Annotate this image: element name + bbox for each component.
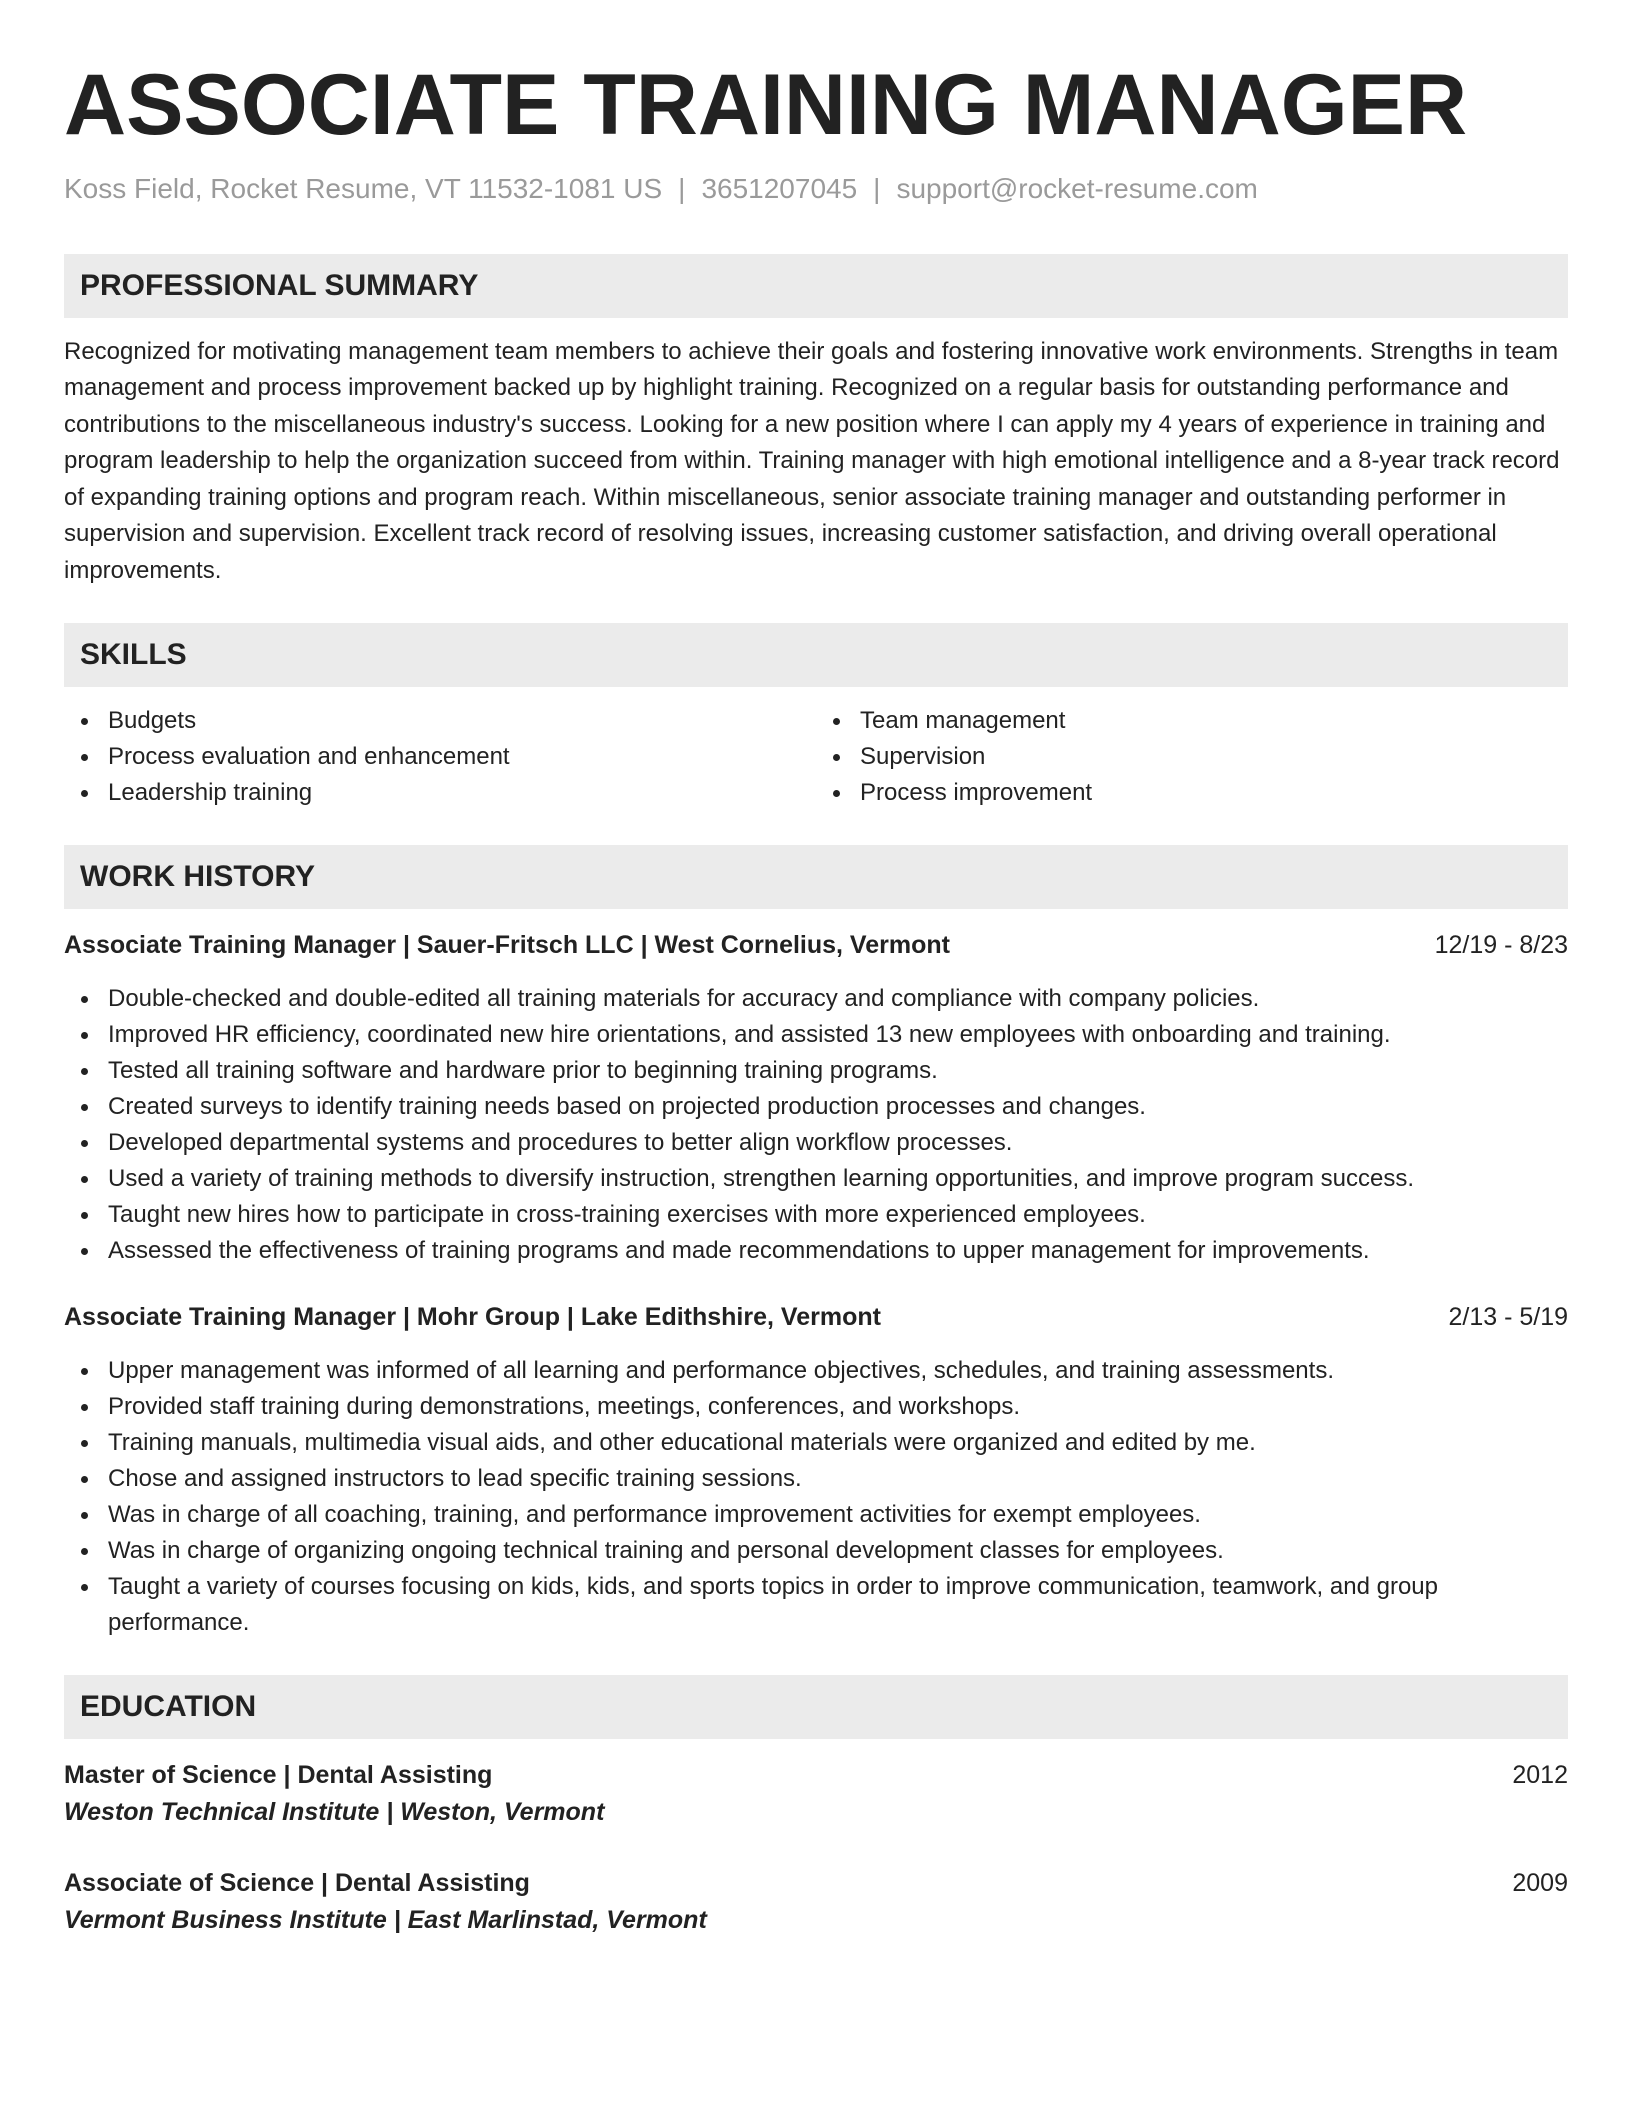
- education-school: Weston Technical Institute | Weston, Vermont: [64, 1798, 605, 1827]
- job-bullet: Assessed the effectiveness of training programs and made recommendations to upper management for improvements.: [64, 1233, 1568, 1269]
- job-title: Associate Training Manager | Sauer-Fritsch LLC | West Cornelius, Vermont: [64, 931, 950, 960]
- job-bullet: Tested all training software and hardware prior to beginning training programs.: [64, 1053, 1568, 1089]
- skill-item: Team management: [816, 703, 1568, 739]
- job-bullet: Taught a variety of courses focusing on kids, kids, and sports topics in order to improve communication, teamwork, and group performance.: [64, 1569, 1568, 1641]
- contact-separator: |: [873, 173, 881, 204]
- education-header: [64, 1757, 1568, 1793]
- section-heading-summary: PROFESSIONAL SUMMARY: [64, 254, 1568, 318]
- job-bullet: Used a variety of training methods to diversify instruction, strengthen learning opportunities, and improve program success.: [64, 1161, 1568, 1197]
- job-header: [64, 927, 1568, 963]
- skills-list: [64, 703, 1568, 811]
- section-heading-education: EDUCATION: [64, 1675, 1568, 1739]
- education-year: 2012: [1512, 1761, 1568, 1790]
- contact-phone: 3651207045: [701, 173, 858, 204]
- job-entry: [64, 927, 1568, 1269]
- skill-item: Leadership training: [64, 775, 816, 811]
- education-school: Vermont Business Institute | East Marlinstad, Vermont: [64, 1906, 707, 1935]
- job-bullet: Training manuals, multimedia visual aids, and other educational materials were organized and edited by me.: [64, 1425, 1568, 1461]
- skills-column-right: [816, 703, 1568, 811]
- job-bullet: Created surveys to identify training needs based on projected production processes and changes.: [64, 1089, 1568, 1125]
- contact-email: support@rocket-resume.com: [896, 173, 1258, 204]
- job-dates: 12/19 - 8/23: [1434, 931, 1568, 960]
- job-bullet: Developed departmental systems and procedures to better align workflow processes.: [64, 1125, 1568, 1161]
- job-bullets: [64, 981, 1568, 1269]
- job-entry: [64, 1299, 1568, 1641]
- job-bullet: Improved HR efficiency, coordinated new hire orientations, and assisted 13 new employees with onboarding and training.: [64, 1017, 1568, 1053]
- contact-address: Koss Field, Rocket Resume, VT 11532-1081 US: [64, 173, 663, 204]
- education-degree: Associate of Science | Dental Assisting: [64, 1869, 530, 1898]
- skill-item: Process improvement: [816, 775, 1568, 811]
- section-heading-skills: SKILLS: [64, 623, 1568, 687]
- education-entry: [64, 1757, 1568, 1831]
- resume-name-title: ASSOCIATE TRAINING MANAGER: [64, 57, 1468, 153]
- skill-item: Supervision: [816, 739, 1568, 775]
- section-heading-work-history: WORK HISTORY: [64, 845, 1568, 909]
- summary-text: Recognized for motivating management team members to achieve their goals and fostering innovative work environments. Strengths in team management and process improvement backed up by highlight training. Recognized on a regular basis for outstanding performance and contributions to the miscellaneous industry's success. Looking for a new position where I can apply my 4 years of experience in training and program leadership to help the organization succeed from within. Training manager with high emotional intelligence and a 8-year track record of expanding training options and program reach. Within miscellaneous, senior associate training manager and outstanding performer in supervision and supervision. Excellent track record of resolving issues, increasing customer satisfaction, and driving overall operational improvements.: [64, 337, 1560, 584]
- job-bullet: Provided staff training during demonstrations, meetings, conferences, and workshops.: [64, 1389, 1568, 1425]
- education-header: [64, 1865, 1568, 1901]
- job-bullets: [64, 1353, 1568, 1641]
- contact-line: [64, 172, 1568, 206]
- education-entry: [64, 1865, 1568, 1939]
- education-year: 2009: [1512, 1869, 1568, 1898]
- job-bullet: Was in charge of organizing ongoing technical training and personal development classes for employees.: [64, 1533, 1568, 1569]
- education-degree: Master of Science | Dental Assisting: [64, 1761, 493, 1790]
- job-bullet: Double-checked and double-edited all training materials for accuracy and compliance with company policies.: [64, 981, 1568, 1017]
- skills-column-left: [64, 703, 816, 811]
- job-bullet: Taught new hires how to participate in cross-training exercises with more experienced employees.: [64, 1197, 1568, 1233]
- job-bullet: Chose and assigned instructors to lead specific training sessions.: [64, 1461, 1568, 1497]
- skill-item: Budgets: [64, 703, 816, 739]
- contact-separator: |: [678, 173, 686, 204]
- job-title: Associate Training Manager | Mohr Group | Lake Edithshire, Vermont: [64, 1303, 881, 1332]
- job-bullet: Upper management was informed of all learning and performance objectives, schedules, and training assessments.: [64, 1353, 1568, 1389]
- job-header: [64, 1299, 1568, 1335]
- skill-item: Process evaluation and enhancement: [64, 739, 816, 775]
- job-dates: 2/13 - 5/19: [1448, 1303, 1568, 1332]
- job-bullet: Was in charge of all coaching, training, and performance improvement activities for exempt employees.: [64, 1497, 1568, 1533]
